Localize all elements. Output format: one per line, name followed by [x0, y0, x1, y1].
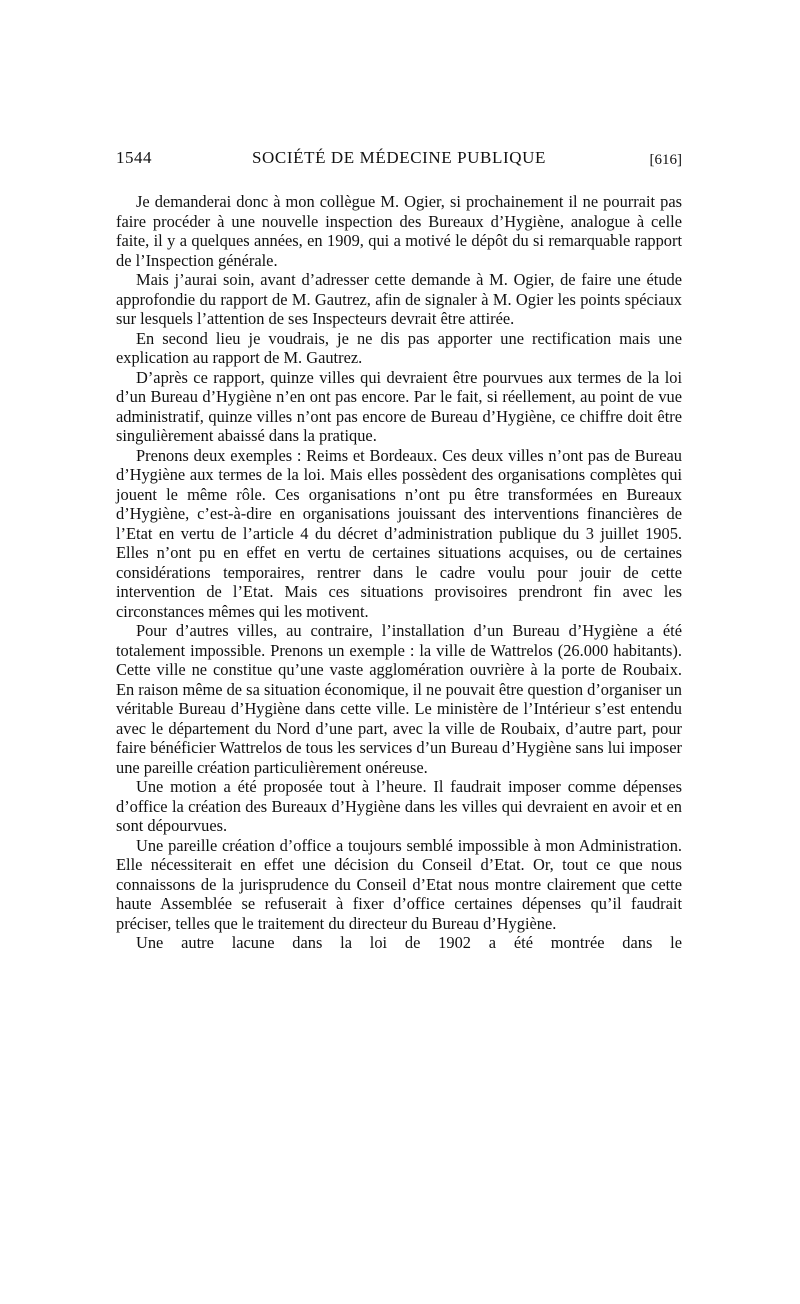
- paragraph: Prenons deux exemples : Reims et Bordeaux. Ces deux villes n’ont pas de Bureau d’Hygiène aux termes de la loi. Mais elles possèdent des organisations complètes qui jouent le même rôle. Ces organisations n’ont pu être transformées en Bureaux d’Hygiène, c’est-à-dire en organisations jouissant des interventions financières de l’Etat en vertu de l’article 4 du décret d’administration publique du 3 juillet 1905. Elles n’ont pu en effet en vertu de certaines situations acquises, ou de certaines considérations temporaires, rentrer dans le cadre voulu pour jouir de cette intervention de l’Etat. Mais ces situations provisoires prendront fin avec les circonstances mêmes qui les motivent.: [116, 445, 682, 621]
- book-page: [116, 148, 682, 953]
- paragraph: Je demanderai donc à mon collègue M. Ogier, si prochainement il ne pourrait pas faire procéder à une nouvelle inspection des Bureaux d’Hygiène, analogue à celle faite, il y a quelques années, en 1909, qui a motivé le dépôt du si remarquable rapport de l’Inspection générale.: [116, 192, 682, 270]
- paragraph: Une pareille création d’office a toujours semblé impossible à mon Administration. Elle nécessiterait en effet une décision du Conseil d’Etat. Or, tout ce que nous connaissons de la jurisprudence du Conseil d’Etat nous montre clairement que cette haute Assemblée se refuserait à fixer d’office certaines dépenses qu’il faudrait préciser, telles que le traitement du directeur du Bureau d’Hygiène.: [116, 835, 682, 933]
- page-header: [116, 148, 682, 178]
- original-page-number: [616]: [649, 152, 682, 168]
- paragraph: Pour d’autres villes, au contraire, l’installation d’un Bureau d’Hygiène a été totalement impossible. Prenons un exemple : la ville de Wattrelos (26.000 habitants). Cette ville ne constitue qu’une vaste agglomération ouvrière à la porte de Roubaix. En raison même de sa situation économique, il ne pouvait être question d’organiser un véritable Bureau d’Hygiène dans cette ville. Le ministère de l’Intérieur s’est entendu avec le département du Nord d’une part, avec la ville de Roubaix, d’autre part, pour faire bénéficier Wattrelos de tous les services d’un Bureau d’Hygiène sans lui imposer une pareille création particulièrement onéreuse.: [116, 621, 682, 777]
- paragraph: D’après ce rapport, quinze villes qui devraient être pourvues aux termes de la loi d’un Bureau d’Hygiène n’en ont pas encore. Par le fait, si réellement, au point de vue administratif, quinze villes n’ont pas encore de Bureau d’Hygiène, ce chiffre doit être singulièrement abaissé dans la pratique.: [116, 367, 682, 445]
- paragraph: En second lieu je voudrais, je ne dis pas apporter une rectification mais une explication au rapport de M. Gautrez.: [116, 328, 682, 367]
- page-number: 1544: [116, 148, 152, 167]
- body-text: [116, 192, 682, 953]
- paragraph: Une motion a été proposée tout à l’heure. Il faudrait imposer comme dépenses d’office la création des Bureaux d’Hygiène dans les villes qui devraient en avoir et en sont dépourvues.: [116, 777, 682, 835]
- paragraph: Mais j’aurai soin, avant d’adresser cette demande à M. Ogier, de faire une étude approfondie du rapport de M. Gautrez, afin de signaler à M. Ogier les points spéciaux sur lesquels l’attention de ses Inspecteurs devrait être attirée.: [116, 270, 682, 328]
- running-title: SOCIÉTÉ DE MÉDECINE PUBLIQUE: [252, 148, 546, 167]
- paragraph: Une autre lacune dans la loi de 1902 a été montrée dans le: [136, 933, 682, 952]
